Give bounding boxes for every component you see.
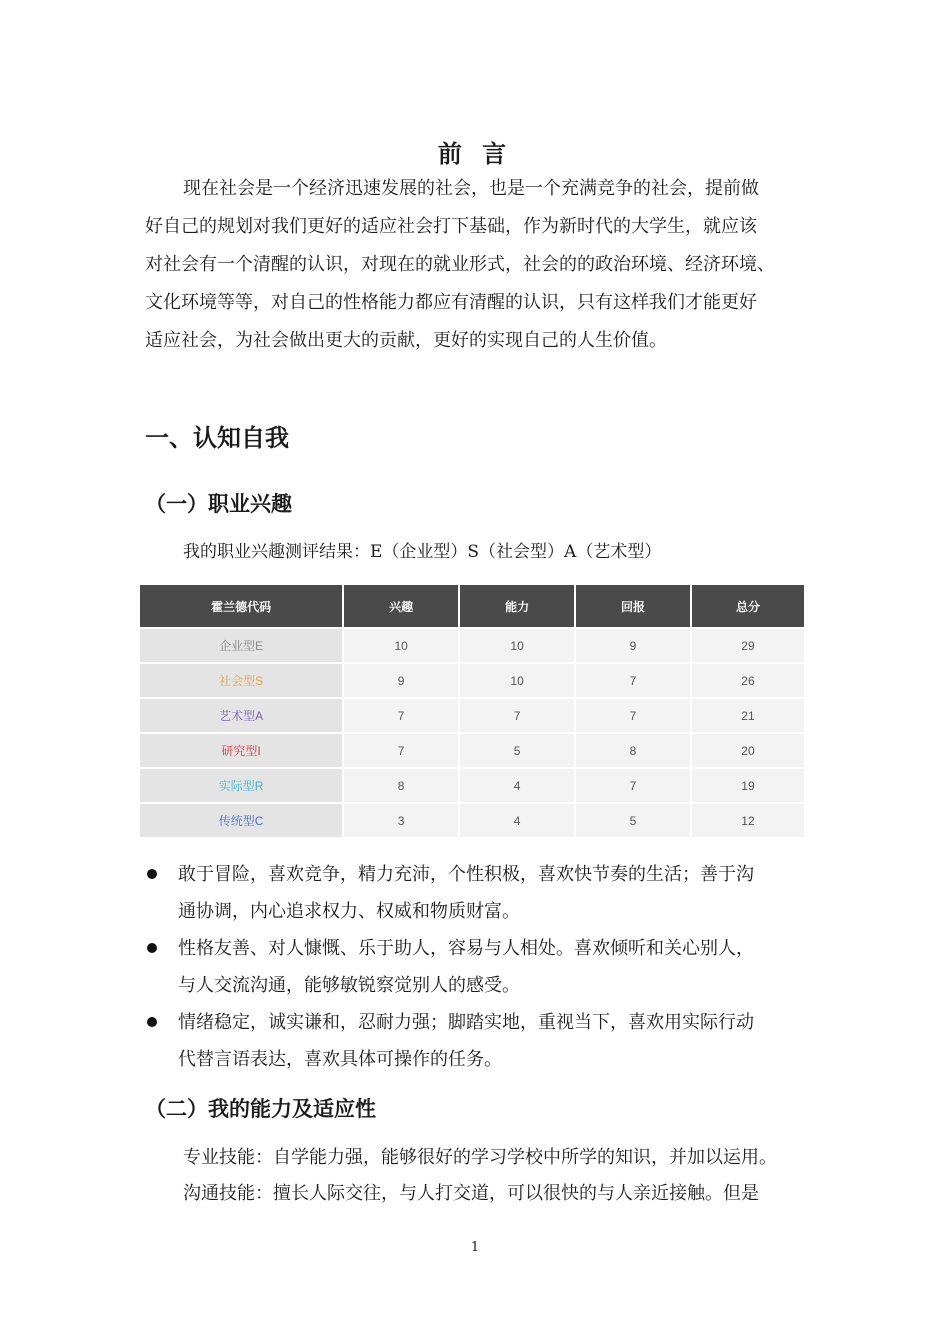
subsection-heading-interest: （一）职业兴趣 (145, 492, 292, 516)
list-item (145, 1004, 825, 1078)
score-cell-interest: 3 (343, 803, 459, 837)
table-row (140, 733, 804, 768)
skill-line: 专业技能：自学能力强，能够很好的学习学校中所学的知识，并加以运用。 (183, 1147, 777, 1168)
subsection-heading-ability: （二）我的能力及适应性 (145, 1097, 376, 1121)
test-result-text: 我的职业兴趣测评结果：E（企业型）S（社会型）A（艺术型） (183, 542, 662, 562)
bullet-line: 通协调，内心追求权力、权威和物质财富。 (178, 901, 520, 922)
score-cell-total: 19 (691, 768, 804, 803)
trait-bullet-list (145, 856, 825, 1078)
bullet-dot (147, 1017, 157, 1027)
score-cell-total: 26 (691, 663, 804, 698)
score-cell-total: 12 (691, 803, 804, 837)
score-cell-total: 21 (691, 698, 804, 733)
section-heading: 一、认知自我 (145, 424, 289, 452)
bullet-dot (147, 943, 157, 953)
holland-type-cell: 社会型S (140, 663, 343, 698)
preface-paragraph (145, 170, 815, 360)
column-header-ability: 能力 (459, 585, 575, 628)
table-row (140, 803, 804, 837)
skill-line: 沟通技能：擅长人际交往，与人打交道，可以很快的与人亲近接触。但是 (183, 1183, 759, 1204)
score-cell-reward: 5 (575, 803, 691, 837)
score-cell-reward: 9 (575, 628, 691, 663)
table-row (140, 628, 804, 663)
list-item (145, 930, 825, 1004)
paragraph-line: 好自己的规划对我们更好的适应社会打下基础，作为新时代的大学生，就应该 (145, 216, 757, 237)
paragraph-line: 文化环境等等，对自己的性格能力都应有清醒的认识，只有这样我们才能更好 (145, 292, 757, 313)
score-cell-interest: 8 (343, 768, 459, 803)
holland-code-table (140, 585, 804, 837)
score-cell-ability: 10 (459, 628, 575, 663)
bullet-dot (147, 869, 157, 879)
column-header-interest: 兴趣 (343, 585, 459, 628)
bullet-line: 性格友善、对人慷慨、乐于助人，容易与人相处。喜欢倾听和关心别人， (178, 938, 754, 959)
paragraph-line: 对社会有一个清醒的认识，对现在的就业形式，社会的的政治环境、经济环境、 (145, 254, 775, 275)
table-row (140, 663, 804, 698)
holland-type-cell: 企业型E (140, 628, 343, 663)
column-header-code: 霍兰德代码 (140, 585, 343, 628)
score-cell-interest: 9 (343, 663, 459, 698)
score-cell-ability: 7 (459, 698, 575, 733)
page-number: 1 (470, 1240, 480, 1255)
score-cell-reward: 8 (575, 733, 691, 768)
score-cell-total: 20 (691, 733, 804, 768)
bullet-line: 敢于冒险，喜欢竞争，精力充沛，个性积极，喜欢快节奏的生活；善于沟 (178, 864, 754, 885)
table-row (140, 698, 804, 733)
score-cell-interest: 10 (343, 628, 459, 663)
holland-type-cell: 艺术型A (140, 698, 343, 733)
column-header-total: 总分 (691, 585, 804, 628)
score-cell-interest: 7 (343, 698, 459, 733)
list-item (145, 856, 825, 930)
score-cell-ability: 4 (459, 768, 575, 803)
holland-type-cell: 传统型C (140, 803, 343, 837)
table-row (140, 768, 804, 803)
preface-title: 前 言 (437, 140, 513, 168)
bullet-line: 与人交流沟通，能够敏锐察觉别人的感受。 (178, 975, 520, 996)
paragraph-line: 现在社会是一个经济迅速发展的社会，也是一个充满竞争的社会，提前做 (183, 178, 759, 199)
bullet-line: 代替言语表达，喜欢具体可操作的任务。 (178, 1049, 502, 1070)
score-cell-ability: 10 (459, 663, 575, 698)
score-cell-ability: 4 (459, 803, 575, 837)
score-cell-reward: 7 (575, 768, 691, 803)
score-cell-reward: 7 (575, 698, 691, 733)
score-cell-reward: 7 (575, 663, 691, 698)
skills-paragraph (183, 1140, 777, 1212)
holland-type-cell: 研究型I (140, 733, 343, 768)
score-cell-interest: 7 (343, 733, 459, 768)
score-cell-total: 29 (691, 628, 804, 663)
score-cell-ability: 5 (459, 733, 575, 768)
paragraph-line: 适应社会，为社会做出更大的贡献，更好的实现自己的人生价值。 (145, 330, 667, 351)
bullet-line: 情绪稳定，诚实谦和，忍耐力强；脚踏实地，重视当下，喜欢用实际行动 (178, 1012, 754, 1033)
holland-type-cell: 实际型R (140, 768, 343, 803)
table-header-row (140, 585, 804, 628)
column-header-reward: 回报 (575, 585, 691, 628)
